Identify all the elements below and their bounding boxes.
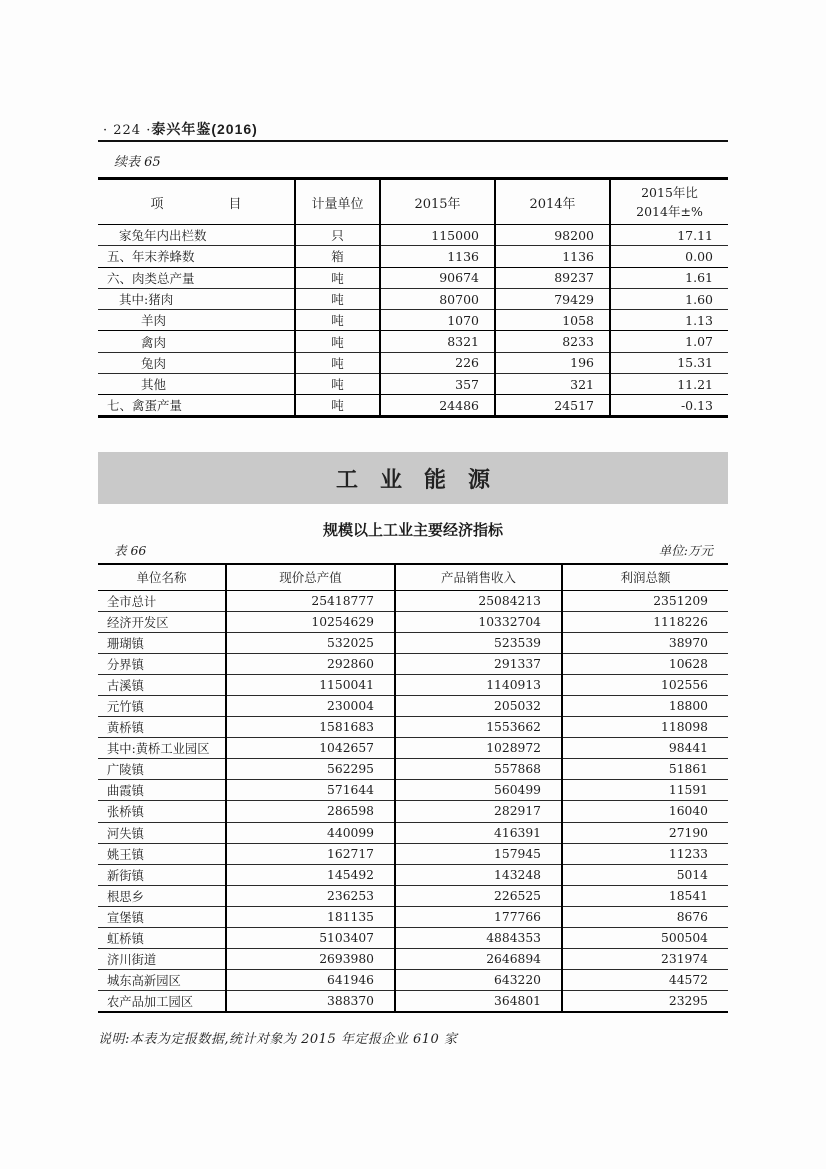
col-header-ratio <box>610 179 728 225</box>
value-2014-cell: 89237 <box>495 267 610 288</box>
table-row <box>98 780 728 801</box>
header-rule <box>98 140 728 142</box>
value-2015-cell: 226 <box>380 352 495 373</box>
total-profit-cell: 16040 <box>562 801 728 822</box>
unit-name-cell: 姚王镇 <box>98 843 226 864</box>
gross-output-cell: 440099 <box>226 822 395 843</box>
col-header-sales-revenue: 产品销售收入 <box>395 564 562 590</box>
col-header-gross-output: 现价总产值 <box>226 564 395 590</box>
gross-output-cell: 145492 <box>226 864 395 885</box>
value-2015-cell: 1136 <box>380 246 495 267</box>
col-header-2015: 2015年 <box>380 179 495 225</box>
table-row <box>98 331 728 352</box>
sales-revenue-cell: 10332704 <box>395 611 562 632</box>
unit-name-cell: 黄桥镇 <box>98 717 226 738</box>
table-row <box>98 246 728 267</box>
total-profit-cell: 500504 <box>562 928 728 949</box>
unit-cell: 吨 <box>295 331 380 352</box>
total-profit-cell: 44572 <box>562 970 728 991</box>
unit-name-cell: 河失镇 <box>98 822 226 843</box>
unit-name-cell: 济川街道 <box>98 949 226 970</box>
ratio-cell: 1.60 <box>610 288 728 309</box>
sales-revenue-cell: 4884353 <box>395 928 562 949</box>
sales-revenue-cell: 25084213 <box>395 590 562 611</box>
total-profit-cell: 18800 <box>562 695 728 716</box>
unit-cell: 吨 <box>295 288 380 309</box>
table65-caption: 续表 65 <box>114 155 161 170</box>
item-cell: 兔肉 <box>98 352 295 373</box>
total-profit-cell: 5014 <box>562 864 728 885</box>
table-row <box>98 906 728 927</box>
section-banner <box>98 452 728 504</box>
unit-name-cell: 新街镇 <box>98 864 226 885</box>
ratio-cell: 0.00 <box>610 246 728 267</box>
sales-revenue-cell: 2646894 <box>395 949 562 970</box>
gross-output-cell: 286598 <box>226 801 395 822</box>
sales-revenue-cell: 1140913 <box>395 674 562 695</box>
sales-revenue-cell: 523539 <box>395 632 562 653</box>
ratio-cell: 17.11 <box>610 225 728 246</box>
ratio-cell: 1.07 <box>610 331 728 352</box>
unit-name-cell: 经济开发区 <box>98 611 226 632</box>
unit-cell: 吨 <box>295 310 380 331</box>
ratio-cell: 1.13 <box>610 310 728 331</box>
value-2015-cell: 80700 <box>380 288 495 309</box>
table-row <box>98 674 728 695</box>
unit-cell: 吨 <box>295 395 380 416</box>
total-profit-cell: 1118226 <box>562 611 728 632</box>
table66-header <box>98 564 728 590</box>
unit-name-cell: 农产品加工园区 <box>98 991 226 1012</box>
sales-revenue-cell: 364801 <box>395 991 562 1012</box>
gross-output-cell: 5103407 <box>226 928 395 949</box>
book-title: 泰兴年鉴(2016) <box>151 121 258 137</box>
gross-output-cell: 641946 <box>226 970 395 991</box>
table-row <box>98 653 728 674</box>
value-2014-cell: 1058 <box>495 310 610 331</box>
total-profit-cell: 27190 <box>562 822 728 843</box>
table-row <box>98 611 728 632</box>
ratio-cell: 11.21 <box>610 374 728 395</box>
gross-output-cell: 2693980 <box>226 949 395 970</box>
total-profit-cell: 231974 <box>562 949 728 970</box>
sales-revenue-cell: 1553662 <box>395 717 562 738</box>
table-row <box>98 590 728 611</box>
gross-output-cell: 1150041 <box>226 674 395 695</box>
item-cell: 禽肉 <box>98 331 295 352</box>
sales-revenue-cell: 282917 <box>395 801 562 822</box>
page-number: · 224 · <box>103 123 152 138</box>
total-profit-cell: 118098 <box>562 717 728 738</box>
section-banner-title: 工 业 能 源 <box>335 466 490 492</box>
table-row <box>98 738 728 759</box>
table-row <box>98 695 728 716</box>
gross-output-cell: 10254629 <box>226 611 395 632</box>
total-profit-cell: 11233 <box>562 843 728 864</box>
unit-name-cell: 张桥镇 <box>98 801 226 822</box>
total-profit-cell: 8676 <box>562 906 728 927</box>
unit-name-cell: 城东高新园区 <box>98 970 226 991</box>
table-row <box>98 928 728 949</box>
gross-output-cell: 236253 <box>226 885 395 906</box>
table-row <box>98 352 728 373</box>
value-2014-cell: 321 <box>495 374 610 395</box>
table-row <box>98 864 728 885</box>
value-2014-cell: 1136 <box>495 246 610 267</box>
col-header-ratio-line2: 2014年±% <box>636 204 703 219</box>
ratio-cell: -0.13 <box>610 395 728 416</box>
value-2014-cell: 24517 <box>495 395 610 416</box>
item-cell: 五、年末养蜂数 <box>98 246 295 267</box>
total-profit-cell: 98441 <box>562 738 728 759</box>
col-header-unit: 计量单位 <box>295 179 380 225</box>
sales-revenue-cell: 291337 <box>395 653 562 674</box>
unit-name-cell: 古溪镇 <box>98 674 226 695</box>
table-row <box>98 395 728 416</box>
table-row <box>98 374 728 395</box>
table-row <box>98 225 728 246</box>
gross-output-cell: 162717 <box>226 843 395 864</box>
unit-name-cell: 元竹镇 <box>98 695 226 716</box>
table-row <box>98 632 728 653</box>
unit-name-cell: 珊瑚镇 <box>98 632 226 653</box>
table-row <box>98 717 728 738</box>
table-66 <box>98 563 728 1013</box>
total-profit-cell: 38970 <box>562 632 728 653</box>
sales-revenue-cell: 416391 <box>395 822 562 843</box>
unit-name-cell: 分界镇 <box>98 653 226 674</box>
sales-revenue-cell: 226525 <box>395 885 562 906</box>
table66-caption: 表 66 <box>114 543 147 558</box>
value-2015-cell: 24486 <box>380 395 495 416</box>
ratio-cell: 1.61 <box>610 267 728 288</box>
total-profit-cell: 10628 <box>562 653 728 674</box>
table66-header-row <box>98 564 728 590</box>
value-2014-cell: 79429 <box>495 288 610 309</box>
unit-name-cell: 虹桥镇 <box>98 928 226 949</box>
table65-body <box>98 225 728 417</box>
sales-revenue-cell: 1028972 <box>395 738 562 759</box>
sales-revenue-cell: 643220 <box>395 970 562 991</box>
table66-unit-note: 单位:万元 <box>658 543 713 558</box>
unit-cell: 吨 <box>295 352 380 373</box>
item-cell: 羊肉 <box>98 310 295 331</box>
table-row <box>98 991 728 1012</box>
table-row <box>98 885 728 906</box>
table66-title: 规模以上工业主要经济指标 <box>322 522 503 539</box>
item-cell: 其他 <box>98 374 295 395</box>
gross-output-cell: 230004 <box>226 695 395 716</box>
table-row <box>98 843 728 864</box>
unit-name-cell: 全市总计 <box>107 594 157 609</box>
table-row <box>98 970 728 991</box>
gross-output-cell: 562295 <box>226 759 395 780</box>
value-2015-cell: 90674 <box>380 267 495 288</box>
gross-output-cell: 25418777 <box>226 590 395 611</box>
col-header-total-profit: 利润总额 <box>562 564 728 590</box>
unit-name-cell: 宣堡镇 <box>98 906 226 927</box>
col-header-item: 项 目 <box>98 179 295 225</box>
table-row <box>98 267 728 288</box>
table-row <box>98 288 728 309</box>
table-65 <box>98 177 728 418</box>
value-2015-cell: 8321 <box>380 331 495 352</box>
gross-output-cell: 181135 <box>226 906 395 927</box>
sales-revenue-cell: 143248 <box>395 864 562 885</box>
table-row <box>98 801 728 822</box>
ratio-cell: 15.31 <box>610 352 728 373</box>
table-row <box>98 949 728 970</box>
value-2015-cell: 357 <box>380 374 495 395</box>
unit-cell: 吨 <box>295 374 380 395</box>
table-row <box>98 822 728 843</box>
total-profit-cell: 18541 <box>562 885 728 906</box>
sales-revenue-cell: 560499 <box>395 780 562 801</box>
table65-header <box>98 179 728 225</box>
sales-revenue-cell: 205032 <box>395 695 562 716</box>
value-2014-cell: 196 <box>495 352 610 373</box>
total-profit-cell: 11591 <box>562 780 728 801</box>
table66-body <box>98 590 728 1012</box>
total-profit-cell: 2351209 <box>562 590 728 611</box>
item-cell: 其中:猪肉 <box>98 288 295 309</box>
col-header-name: 单位名称 <box>98 564 226 590</box>
total-profit-cell: 51861 <box>562 759 728 780</box>
page-header <box>103 119 258 139</box>
sales-revenue-cell: 157945 <box>395 843 562 864</box>
gross-output-cell: 292860 <box>226 653 395 674</box>
gross-output-cell: 1042657 <box>226 738 395 759</box>
sales-revenue-cell: 557868 <box>395 759 562 780</box>
item-cell: 家兔年内出栏数 <box>119 228 207 244</box>
table66-note: 说明:本表为定报数据,统计对象为 2015 年定报企业 610 家 <box>98 1032 458 1047</box>
unit-name-cell: 广陵镇 <box>98 759 226 780</box>
unit-cell: 只 <box>295 225 380 246</box>
gross-output-cell: 1581683 <box>226 717 395 738</box>
unit-name-cell: 曲霞镇 <box>98 780 226 801</box>
value-2014-cell: 8233 <box>495 331 610 352</box>
unit-cell: 箱 <box>295 246 380 267</box>
unit-cell: 吨 <box>295 267 380 288</box>
gross-output-cell: 532025 <box>226 632 395 653</box>
unit-name-cell: 其中:黄桥工业园区 <box>98 738 226 759</box>
table-row <box>98 759 728 780</box>
table-row <box>98 310 728 331</box>
sales-revenue-cell: 177766 <box>395 906 562 927</box>
value-2014-cell: 98200 <box>495 225 610 246</box>
item-cell: 六、肉类总产量 <box>98 267 295 288</box>
item-cell: 七、禽蛋产量 <box>98 395 295 416</box>
col-header-2014: 2014年 <box>495 179 610 225</box>
total-profit-cell: 23295 <box>562 991 728 1012</box>
col-header-ratio-line1: 2015年比 <box>641 184 698 200</box>
value-2015-cell: 1070 <box>380 310 495 331</box>
unit-name-cell: 根思乡 <box>98 885 226 906</box>
value-2015-cell: 115000 <box>380 225 495 246</box>
total-profit-cell: 102556 <box>562 674 728 695</box>
table65-header-row <box>98 179 728 225</box>
gross-output-cell: 388370 <box>226 991 395 1012</box>
gross-output-cell: 571644 <box>226 780 395 801</box>
